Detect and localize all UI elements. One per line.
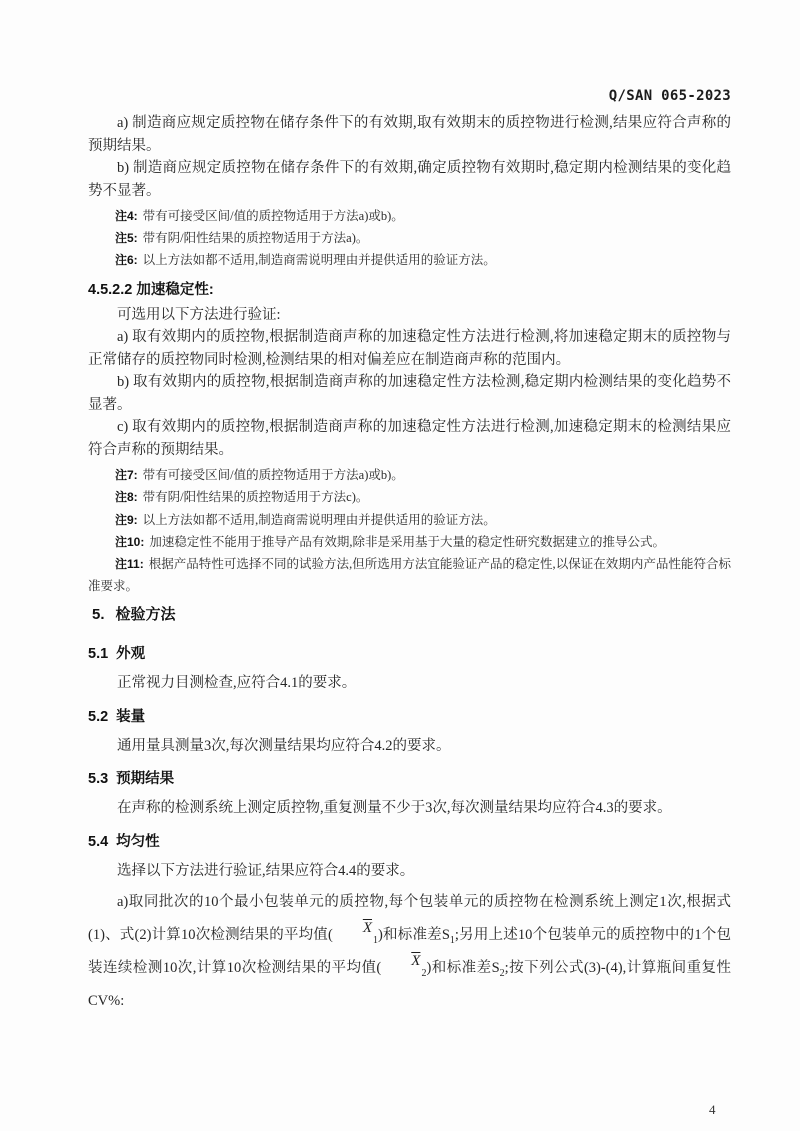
note-9-label: 注9: [115, 512, 138, 527]
subsection-5-1-number: 5.1 [88, 646, 109, 663]
subsection-5-3-title: 预期结果 [116, 771, 175, 788]
accelerated-item-a: a) 取有效期内的质控物,根据制造商声称的加速稳定性方法进行检测,将加速稳定期末的质控物与正常储存的质控物同时检测,检测结果的相对偏差应在制造商声称的范围内。 [88, 329, 731, 368]
method-text-5: ;按下列公式(3)-(4),计算瓶间重复性CV%: [88, 960, 731, 1010]
xbar-2-symbol [381, 952, 426, 985]
method-text-2: )和标准差S [378, 927, 450, 944]
note-7-text: 带有可接受区间/值的质控物适用于方法a)或b)。 [142, 468, 404, 483]
xbar-2-subscript: 2 [421, 968, 427, 980]
longterm-item-b: b) 制造商应规定质控物在储存条件下的有效期,确定质控物有效期时,稳定期内检测结果的变化趋势不显著。 [88, 160, 731, 199]
subsection-5-4-heading [88, 833, 731, 851]
uniformity-method-a [88, 886, 731, 1018]
note-10-text: 加速稳定性不能用于推导产品有效期,除非是采用基于大量的稳定性研究数据建立的推导公式。 [149, 534, 665, 549]
subsection-5-3-heading [88, 770, 731, 788]
s1-subscript: 1 [449, 935, 455, 947]
document-code-header: Q/SAN 065-2023 [608, 88, 731, 104]
note-6-text: 以上方法如都不适用,制造商需说明理由并提供适用的验证方法。 [142, 253, 496, 268]
subsection-5-3-body: 在声称的检测系统上测定质控物,重复测量不少于3次,每次测量结果均应符合4.3的要求。 [117, 800, 672, 817]
method-text-3: ;另用上述10个包装单元的质控物中的1个包装连续检测10次,计算10次检测结果的平均值( [88, 927, 731, 977]
note-8-label: 注8: [115, 490, 138, 505]
subsection-5-4-body: 选择以下方法进行验证,结果应符合4.4的要求。 [117, 862, 415, 879]
xbar-2-base: $\overline{X}$ [411, 953, 421, 970]
accelerated-notes [88, 464, 731, 597]
note-5 [88, 227, 731, 249]
accelerated-item-b: b) 取有效期内的质控物,根据制造商声称的加速稳定性方法检测,稳定期内检测结果的变化趋势不显著。 [88, 374, 731, 413]
note-5-label: 注5: [115, 231, 138, 246]
subsection-5-2-number: 5.2 [88, 708, 109, 725]
subsection-5-4-number: 5.4 [88, 833, 109, 850]
section-5-number: 5. [92, 606, 105, 624]
note-5-text: 带有阴/阳性结果的质控物适用于方法a)。 [142, 231, 369, 246]
xbar-1-base: $\overline{X}$ [362, 920, 373, 937]
longterm-notes [88, 205, 731, 272]
note-11 [88, 553, 731, 597]
note-9 [88, 509, 731, 531]
note-7 [88, 464, 731, 486]
subsection-5-1-title: 外观 [116, 646, 146, 663]
subsection-5-2-heading [88, 708, 731, 726]
note-10 [88, 531, 731, 553]
longterm-item-a: a) 制造商应规定质控物在储存条件下的有效期,取有效期末的质控物进行检测,结果应符合声称的预期结果。 [88, 115, 731, 154]
note-8-text: 带有阴/阳性结果的质控物适用于方法c)。 [142, 490, 369, 505]
accelerated-item-c: c) 取有效期内的质控物,根据制造商声称的加速稳定性方法进行检测,加速稳定期末的检测结果应符合声称的预期结果。 [88, 419, 731, 458]
subsection-5-2-body: 通用量具测量3次,每次测量结果均应符合4.2的要求。 [117, 737, 451, 754]
method-text-4: )和标准差S [426, 960, 500, 977]
note-6 [88, 249, 731, 271]
xbar-1-symbol [333, 919, 378, 952]
note-6-label: 注6: [115, 253, 138, 268]
section-5-title: 检验方法 [115, 606, 176, 624]
clause-4-5-2-2-heading: 4.5.2.2 加速稳定性: [88, 281, 214, 298]
subsection-5-3-number: 5.3 [88, 771, 109, 788]
note-7-label: 注7: [115, 468, 138, 483]
note-11-text: 根据产品特性可选择不同的试验方法,但所选用方法宜能验证产品的稳定性,以保证在效期内产品性能符合标准要求。 [88, 556, 731, 594]
note-9-text: 以上方法如都不适用,制造商需说明理由并提供适用的验证方法。 [142, 512, 496, 527]
subsection-5-1-heading [88, 645, 731, 663]
note-4-label: 注4: [115, 209, 138, 223]
section-5-heading [92, 605, 731, 625]
note-10-label: 注10: [115, 534, 145, 549]
subsection-5-4-title: 均匀性 [116, 833, 160, 850]
note-4 [88, 205, 731, 227]
note-8 [88, 486, 731, 508]
page-content [88, 88, 731, 1018]
page-number: 4 [709, 1102, 716, 1117]
accelerated-intro: 可选用以下方法进行验证: [117, 306, 281, 323]
s2-subscript: 2 [499, 968, 505, 980]
xbar-1-subscript: 1 [373, 935, 379, 947]
method-text-1: a)取同批次的10个最小包装单元的质控物,每个包装单元的质控物在检测系统上测定1次,根据式(1)、式(2)计算10次检测结果的平均值( [88, 894, 731, 944]
subsection-5-2-title: 装量 [116, 708, 146, 725]
note-4-text: 带有可接受区间/值的质控物适用于方法a)或b)。 [142, 209, 404, 223]
subsection-5-1-body: 正常视力目测检查,应符合4.1的要求。 [117, 675, 357, 692]
note-11-label: 注11: [115, 556, 144, 571]
